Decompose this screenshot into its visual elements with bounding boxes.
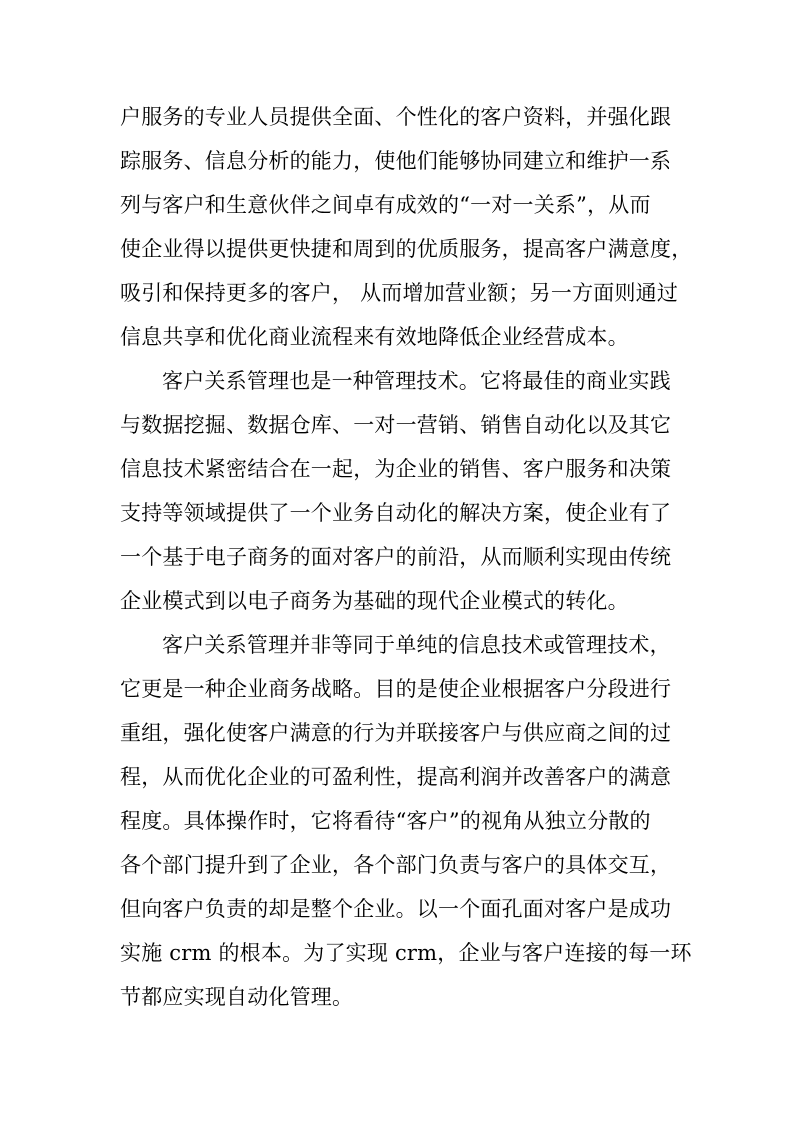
text-line: 节都应实现自动化管理。 bbox=[120, 985, 354, 1009]
paragraph-2 bbox=[120, 359, 680, 623]
paragraph-1 bbox=[120, 95, 693, 359]
text-line: 吸引和保持更多的客户， 从而增加营业额；另一方面则通过 bbox=[120, 281, 679, 305]
text-line: 户服务的专业人员提供全面、个性化的客户资料，并强化跟 bbox=[120, 105, 672, 129]
document-body bbox=[120, 95, 693, 1019]
text-line: 它更是一种企业商务战略。目的是使企业根据客户分段进行 bbox=[120, 677, 672, 701]
paragraph-3 bbox=[120, 623, 692, 1019]
text-line: 客户关系管理也是一种管理技术。它将最佳的商业实践 bbox=[162, 369, 671, 393]
text-line: 踪服务、信息分析的能力，使他们能够协同建立和维护一系 bbox=[120, 149, 672, 173]
text-line: 与数据挖掘、数据仓库、一对一营销、销售自动化以及其它 bbox=[120, 413, 672, 437]
text-line: 企业模式到以电子商务为基础的现代企业模式的转化。 bbox=[120, 589, 629, 613]
text-line: 各个部门提升到了企业，各个部门负责与客户的具体交互， bbox=[120, 853, 672, 877]
text-line: 信息共享和优化商业流程来有效地降低企业经营成本。 bbox=[120, 325, 629, 349]
text-line: 信息技术紧密结合在一起，为企业的销售、客户服务和决策 bbox=[120, 457, 672, 481]
text-line: 重组，强化使客户满意的行为并联接客户与供应商之间的过 bbox=[120, 721, 672, 745]
text-line: 使企业得以提供更快捷和周到的优质服务，提高客户满意度， bbox=[120, 237, 693, 261]
text-line: 支持等领域提供了一个业务自动化的解决方案，使企业有了 bbox=[120, 501, 672, 525]
text-line: 列与客户和生意伙伴之间卓有成效的“一对一关系”，从而 bbox=[120, 193, 651, 217]
text-line: 但向客户负责的却是整个企业。以一个面孔面对客户是成功 bbox=[120, 897, 672, 921]
text-line: 客户关系管理并非等同于单纯的信息技术或管理技术， bbox=[162, 633, 671, 657]
text-line: 程，从而优化企业的可盈利性，提高利润并改善客户的满意 bbox=[120, 765, 672, 789]
text-line: 实施 crm 的根本。为了实现 crm，企业与客户连接的每一环 bbox=[120, 941, 692, 965]
text-line: 一个基于电子商务的面对客户的前沿，从而顺利实现由传统 bbox=[120, 545, 672, 569]
text-line: 程度。具体操作时，它将看待“客户”的视角从独立分散的 bbox=[120, 809, 651, 833]
